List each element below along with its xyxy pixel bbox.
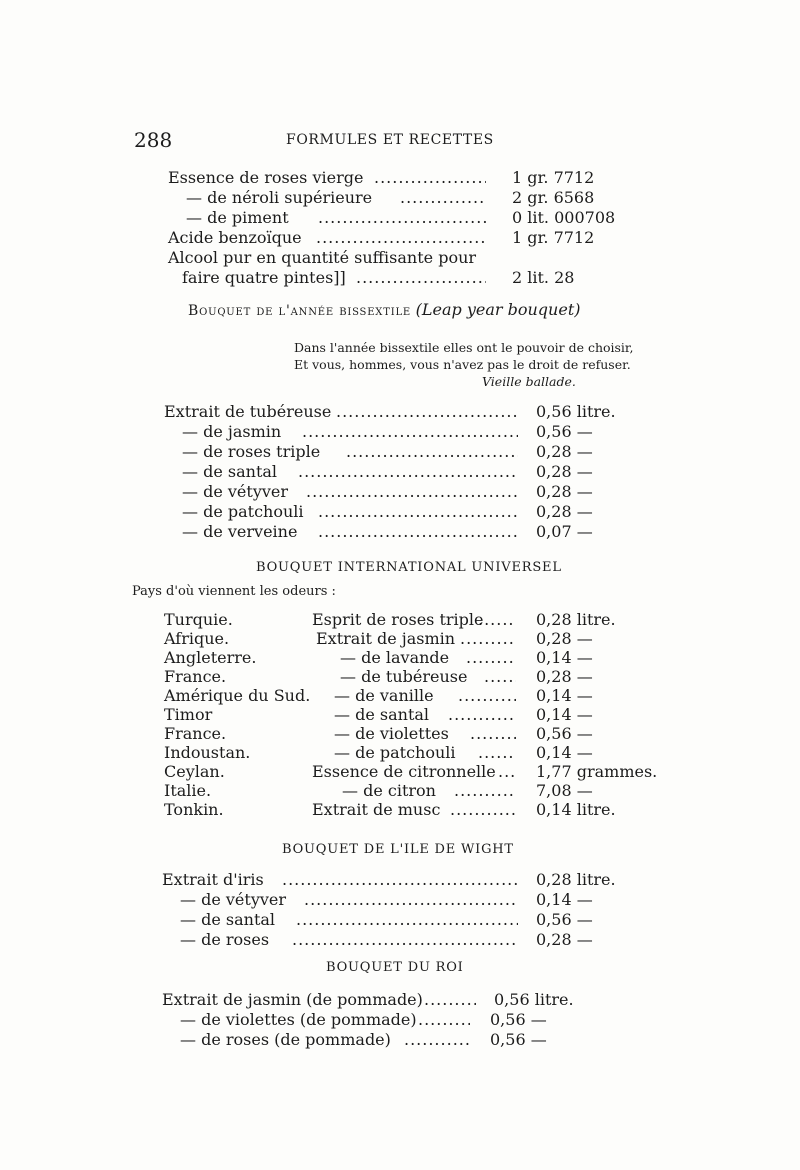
ingredient-label: — de roses (de pommade) [180,1030,391,1049]
ingredient-qty: 0,56 — [490,1030,547,1049]
leader-dots [470,724,516,744]
ingredient-qty: 0,28 — [536,442,593,461]
recipe-row [168,248,476,268]
leader-dots [318,522,518,542]
section-intro: Pays d'où viennent les odeurs : [132,584,336,599]
ingredient-qty: 1 gr. 7712 [512,168,595,187]
leader-dots [298,462,518,482]
ingredient-label: — de violettes (de pommade) [180,1010,417,1029]
leader-dots [466,648,516,668]
ingredient-label: Acide benzoïque [168,228,302,247]
ingredient-label: — de verveine [182,522,298,541]
ingredient-qty: 0,28 — [536,502,593,521]
ingredient-label: — de santal [180,910,276,929]
ingredient-label: Essence de citronnelle [312,762,496,781]
leader-dots [316,228,486,248]
country-label: Ceylan. [164,762,225,781]
ingredient-qty: 0 lit. 000708 [512,208,616,227]
section-title-international: BOUQUET INTERNATIONAL UNIVERSEL [256,560,562,575]
leader-dots [318,208,486,228]
leader-dots [356,268,486,288]
ingredient-qty: 0,14 — [536,686,593,705]
country-label: Amérique du Sud. [164,686,311,705]
leader-dots [498,762,516,782]
ingredient-qty: 0,28 litre. [536,610,616,629]
ingredient-qty: 0,28 — [536,930,593,949]
ingredient-qty: 1 gr. 7712 [512,228,595,247]
ingredient-label: — de vétyver [180,890,287,909]
epigraph-line: Dans l'année bissextile elles ont le pouvoir de choisir, [294,340,634,355]
leader-dots [418,1010,470,1030]
country-label: Afrique. [164,629,230,648]
section-title-roi: BOUQUET DU ROI [326,960,464,975]
ingredient-qty: 0,14 litre. [536,800,616,819]
ingredient-label: Essence de roses vierge [168,168,364,187]
ingredient-qty: 0,28 — [536,462,593,481]
ingredient-label: — de tubéreuse [340,667,468,686]
ingredient-qty: 0,28 litre. [536,870,616,889]
ingredient-qty: 0,28 — [536,629,593,648]
section-title-leap-year [188,300,581,319]
ingredient-qty: 1,77 grammes. [536,762,658,781]
ingredient-label: — de néroli supérieure [186,188,373,207]
leader-dots [306,482,518,502]
leader-dots [454,781,516,801]
leader-dots [478,610,516,630]
leader-dots [346,442,518,462]
leader-dots [400,188,486,208]
country-label: France. [164,667,227,686]
leader-dots [302,422,518,442]
country-label: Indoustan. [164,743,251,762]
country-label: Italie. [164,781,212,800]
ingredient-label: — de roses [180,930,270,949]
ingredient-label: — de roses triple [182,442,321,461]
ingredient-label: faire quatre pintes]] [182,268,346,287]
ingredient-qty: 0,14 — [536,890,593,909]
ingredient-label: — de vanille [334,686,434,705]
ingredient-label: — de santal [334,705,430,724]
ingredient-label: — de vétyver [182,482,289,501]
ingredient-qty: 0,14 — [536,705,593,724]
ingredient-label: Alcool pur en quantité suffisante pour [168,248,477,267]
leader-dots [292,930,518,950]
leader-dots [478,743,516,763]
ingredient-qty: 0,14 — [536,648,593,667]
leader-dots [282,870,518,890]
ingredient-label: — de piment [186,208,289,227]
ingredient-qty: 0,56 — [536,724,593,743]
ingredient-label: Extrait de jasmin (de pommade) [162,990,423,1009]
ingredient-qty: 0,56 litre. [536,402,616,421]
ingredient-qty: 2 gr. 6568 [512,188,595,207]
running-head-title: FORMULES ET RECETTES [286,132,494,148]
leader-dots [448,705,516,725]
ingredient-qty: 0,28 — [536,482,593,501]
leader-dots [484,667,516,687]
ingredient-label: Extrait de tubéreuse [164,402,332,421]
leader-dots [318,502,518,522]
recipe-row [168,168,363,188]
section-title-english: (Leap year bouquet) [415,300,581,319]
ingredient-qty: 0,07 — [536,522,593,541]
ingredient-qty: 0,56 litre. [494,990,574,1009]
epigraph-line: Et vous, hommes, vous n'avez pas le droit de refuser. [294,357,631,372]
section-title-wight: BOUQUET DE L'ILE DE WIGHT [282,842,514,857]
ingredient-qty: 0,28 — [536,667,593,686]
epigraph-source: Vieille ballade. [482,374,576,389]
ingredient-qty: 7,08 — [536,781,593,800]
country-label: Timor [164,705,213,724]
ingredient-label: Extrait de jasmin [316,629,456,648]
leader-dots [458,686,516,706]
ingredient-qty: 0,56 — [536,422,593,441]
recipe-row [186,188,372,208]
section-title-text: Bouquet de l'année bissextile [188,303,411,319]
ingredient-label: Extrait de musc [312,800,441,819]
ingredient-qty: 0,56 — [536,910,593,929]
ingredient-label: — de santal [182,462,278,481]
ingredient-label: Extrait d'iris [162,870,264,889]
ingredient-label: — de patchouli [182,502,304,521]
leader-dots [424,990,476,1010]
recipe-row [186,208,289,228]
leader-dots [296,910,518,930]
leader-dots [450,800,516,820]
country-label: Turquie. [164,610,233,629]
leader-dots [404,1030,470,1050]
ingredient-label: Esprit de roses triple [312,610,484,629]
ingredient-label: — de lavande [340,648,450,667]
leader-dots [336,402,518,422]
country-label: France. [164,724,227,743]
ingredient-label: — de violettes [334,724,449,743]
ingredient-qty: 0,14 — [536,743,593,762]
ingredient-qty: 2 lit. 28 [512,268,575,287]
recipe-row [182,268,346,288]
leader-dots [304,890,518,910]
ingredient-label: — de patchouli [334,743,456,762]
ingredient-qty: 0,56 — [490,1010,547,1029]
country-label: Tonkin. [164,800,224,819]
ingredient-label: — de jasmin [182,422,282,441]
leader-dots [374,168,486,188]
page-number: 288 [134,128,173,152]
recipe-row [168,228,302,248]
country-label: Angleterre. [164,648,257,667]
ingredient-label: — de citron [342,781,436,800]
leader-dots [460,629,516,649]
